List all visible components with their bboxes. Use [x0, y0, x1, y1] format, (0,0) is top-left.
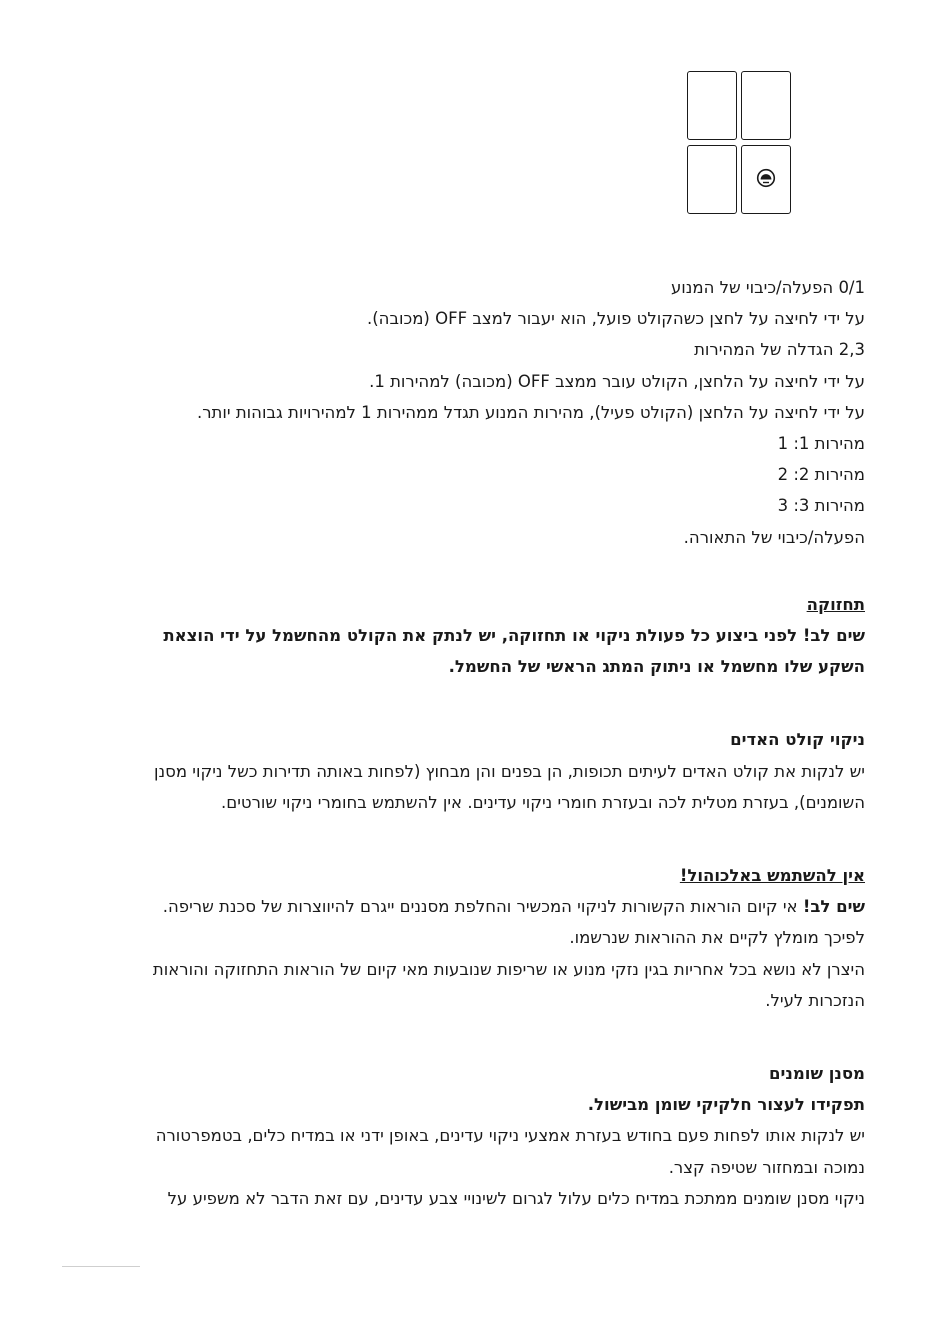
power-desc: על ידי לחיצה על לחצן כשהקולט פועל, הוא יעבור למצב OFF (מכובה).: [366, 309, 865, 329]
footer-divider: [62, 1266, 140, 1267]
alcohol-line-3: היצרן לא נושא בכל אחריות בגין נזקי מנוע או שריפות שנובעות מאי קיום של הוראות התחזוקה והוראות: [152, 959, 865, 979]
alcohol-line-1-text: אי קיום הוראות הקשורות לניקוי המכשיר והחלפת מסננים ייגרם להיווצרות של סכנת שריפה.: [162, 897, 803, 917]
power-button[interactable]: [741, 71, 791, 140]
grease-filter-subtitle: תפקידו לעצור חלקיקי שומן מבישול.: [587, 1095, 865, 1115]
alcohol-line-4: הנזכרות לעיל.: [765, 990, 865, 1010]
speed-1: מהירות 1: 1: [777, 434, 865, 454]
alcohol-line-2: לפיכך מומלץ לקיים את ההוראות שנרשמו.: [569, 928, 865, 948]
control-panel: [687, 71, 795, 215]
alcohol-line-1: [55, 891, 865, 922]
light-bulb-icon: [756, 168, 776, 188]
attention-label: שים לב!: [802, 897, 865, 917]
grease-filter-title: מסנן שומנים: [769, 1064, 865, 1084]
light-button[interactable]: [741, 145, 791, 214]
light-desc: הפעלה/כיבוי של התאורה.: [683, 527, 865, 547]
speed-3: מהירות 3: 3: [777, 496, 865, 516]
speed-button-2[interactable]: [687, 145, 737, 214]
maintenance-title: תחזוקה: [806, 594, 865, 614]
grease-filter-line-3: ניקוי מסנן שומנים ממתכת במדיח כלים עלול לגרום לשינויי צבע עדינים, עם זאת הדבר לא משפיע על: [167, 1188, 865, 1208]
grease-filter-line-2: נמוכה ובמחזור שטיפה קצר.: [668, 1157, 865, 1177]
manual-text: [55, 272, 865, 1214]
grease-filter-line-1: יש לנקות אותו לפחות פעם בחודש בעזרת אמצעי ניקוי עדינים, באופן ידני או במדיח כלים, בטמפרטורה: [155, 1126, 865, 1146]
hood-cleaning-line-2: השומנים), בעזרת מטלית לכה ובעזרת חומרי ניקוי עדינים. אין להשתמש בחומרי ניקוי שורטים.: [221, 792, 865, 812]
speed-title: 2,3 הגדלה של המהירות: [694, 340, 865, 360]
speed-desc-1: על ידי לחיצה על הלחצן, הקולט עובר ממצב OFF (מכובה) למהירות 1.: [369, 371, 865, 391]
power-title: 0/1 הפעלה/כיבוי של המנוע: [670, 278, 865, 297]
hood-cleaning-line-1: יש לנקות את קולט האדים לעיתים תכופות, הן בפנים והן מבחוץ (לפחות באותה תדירות כשל ניקוי מסנן: [154, 761, 865, 781]
speed-button-1[interactable]: [687, 71, 737, 140]
maintenance-warning-2: השקע שלו מחשמל או ניתוק המתג הראשי של החשמל.: [448, 657, 865, 677]
alcohol-title: אין להשתמש באלכוהול!: [679, 866, 865, 886]
maintenance-warning-1: שים לב! לפני ביצוע כל פעולת ניקוי או תחזוקה, יש לנתק את הקולט מהחשמל על ידי הוצאת: [163, 626, 865, 646]
speed-2: מהירות 2: 2: [777, 465, 865, 485]
hood-cleaning-title: ניקוי קולט האדים: [730, 730, 865, 750]
speed-desc-2: על ידי לחיצה על הלחצן (הקולט פעיל), מהירות המנוע תגדל ממהירות 1 למהירויות גבוהות יותר.: [197, 402, 865, 422]
